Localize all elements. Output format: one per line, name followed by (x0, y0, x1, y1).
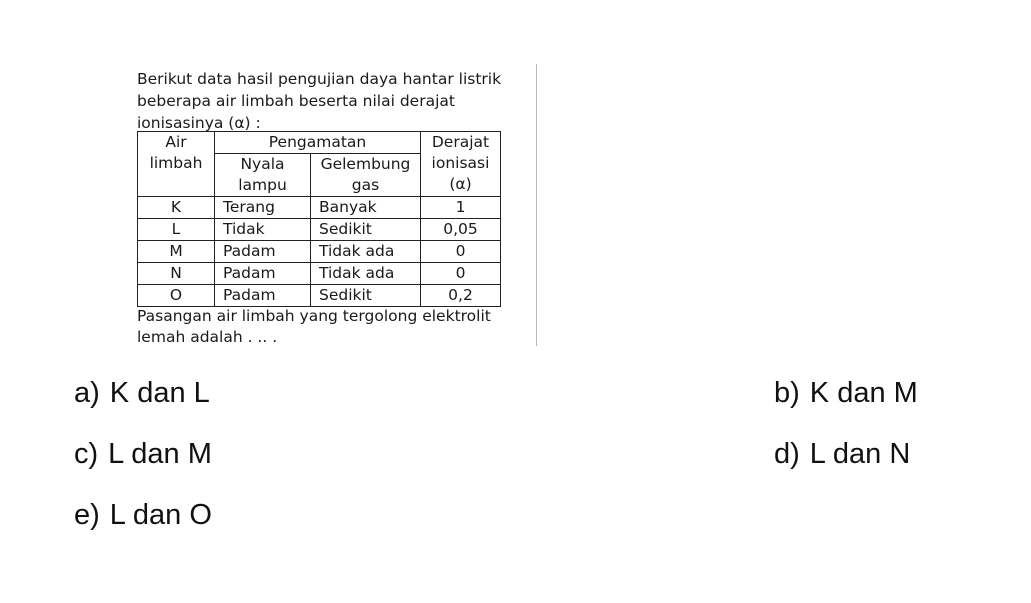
cell-derajat: 1 (421, 197, 501, 219)
cell-nyala: Tidak (215, 219, 311, 241)
header-nyala-lampu: Nyala lampu (215, 154, 311, 197)
table-row (138, 285, 501, 307)
option-text: K dan L (109, 377, 210, 409)
cell-nyala: Padam (215, 285, 311, 307)
cell-derajat: 0,05 (421, 219, 501, 241)
cell-derajat: 0 (421, 263, 501, 285)
option-c[interactable] (74, 437, 212, 471)
cell-air: K (138, 197, 215, 219)
cell-nyala: Terang (215, 197, 311, 219)
cell-gelembung: Sedikit (311, 219, 421, 241)
option-text: K dan M (809, 377, 918, 409)
table-row (138, 219, 501, 241)
question-card (130, 64, 537, 346)
cell-gelembung: Sedikit (311, 285, 421, 307)
table-row (138, 241, 501, 263)
cell-gelembung: Tidak ada (311, 263, 421, 285)
option-text: L dan N (809, 438, 911, 470)
option-a[interactable] (74, 376, 210, 410)
header-gelembung-gas: Gelembung gas (311, 154, 421, 197)
cell-derajat: 0 (421, 241, 501, 263)
cell-nyala: Padam (215, 263, 311, 285)
option-b[interactable] (774, 376, 918, 410)
cell-air: N (138, 263, 215, 285)
header-air-limbah: Air limbah (138, 132, 215, 197)
option-letter: e) (74, 499, 100, 531)
option-letter: b) (774, 377, 800, 409)
cell-air: O (138, 285, 215, 307)
option-text: L dan O (109, 499, 212, 531)
question-outro: Pasangan air limbah yang tergolong elektrolit lemah adalah . .. . (137, 307, 491, 346)
option-letter: a) (74, 377, 100, 409)
cell-gelembung: Tidak ada (311, 241, 421, 263)
option-text: L dan M (108, 438, 212, 470)
option-e[interactable] (74, 498, 212, 532)
cell-derajat: 0,2 (421, 285, 501, 307)
option-letter: c) (74, 438, 99, 470)
header-pengamatan: Pengamatan (215, 132, 421, 154)
table-row (138, 197, 501, 219)
cell-air: M (138, 241, 215, 263)
cell-gelembung: Banyak (311, 197, 421, 219)
table-row (138, 263, 501, 285)
header-derajat-ionisasi: Derajat ionisasi (α) (421, 132, 501, 197)
question-intro: Berikut data hasil pengujian daya hantar listrik beberapa air limbah beserta nilai derajat ionisasinya (α) : (137, 70, 502, 132)
option-d[interactable] (774, 437, 910, 471)
cell-nyala: Padam (215, 241, 311, 263)
data-table (137, 131, 501, 307)
option-letter: d) (774, 438, 800, 470)
cell-air: L (138, 219, 215, 241)
